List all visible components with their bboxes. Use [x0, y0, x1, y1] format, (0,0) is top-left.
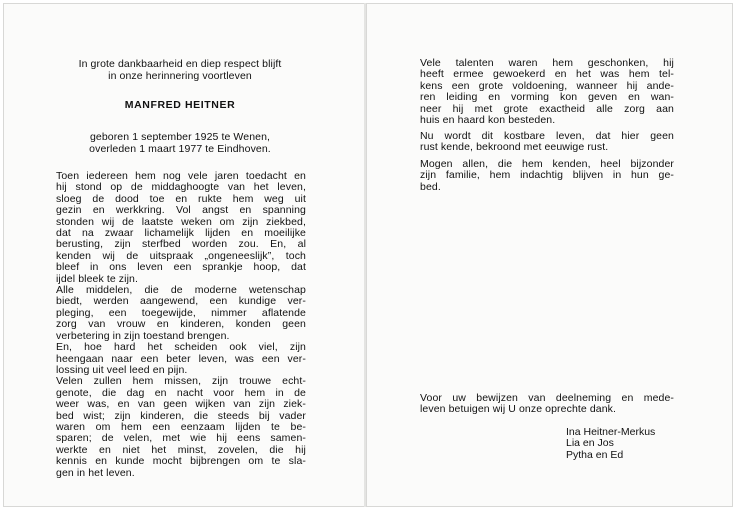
body-line: heengaan naar een beter leven, was een ver- — [56, 352, 306, 365]
body-line: leven betuigen wij U onze oprechte dank. — [420, 403, 617, 416]
body-line: dat na zwaar lichamelijk lijden en moeilijke — [56, 227, 306, 240]
body-line: berusting, zijn sterfbed worden zou. En, al — [56, 238, 306, 251]
body-line: bed. — [420, 180, 441, 193]
body-line: kenden wij de uitspraak „ongeneeslijk”, toch — [56, 249, 306, 262]
body-line: biedt, werden aangewend, een kundige ver- — [56, 295, 306, 308]
body-line: verbetering in zijn toestand brengen. — [56, 329, 230, 342]
body-line: weer was, en van geen wijken van zijn ziek- — [56, 398, 306, 411]
body-line: Voor uw bewijzen van deelneming en mede- — [420, 392, 674, 404]
body-line: zijn familie, hem indachtig blijven in hun ge- — [420, 169, 674, 182]
body-line: kens een grote voldoening, wanneer hij ande- — [420, 79, 674, 92]
thanks-text — [420, 393, 674, 416]
deceased-name: MANFRED HEITNER — [124, 99, 236, 111]
signature-line: Pytha en Ed — [566, 448, 624, 461]
body-line: sparen; de velen, met wie hij eens samen- — [56, 432, 306, 445]
body-line: waren om hem een eenzaam lijden te be- — [56, 420, 306, 433]
signature-line: Lia en Jos — [566, 437, 614, 450]
signature-line: Ina Heitner-Merkus — [566, 426, 656, 438]
body-line: neer hij met grote exactheid alle zorg aan — [420, 102, 674, 115]
intro-dedication — [0, 58, 360, 82]
body-line: stonden wij de laatste weken om zijn ziekbed, — [56, 215, 306, 228]
body-line: genote, die dag en nacht voor hem in de — [56, 386, 306, 399]
center-fold — [364, 3, 366, 507]
body-line: hij stond op de middaghoogte van het leven, — [56, 181, 306, 194]
body-line: huis en haard kon besteden. — [420, 114, 556, 127]
body-line: Toen iedereen hem nog vele jaren toedacht en — [56, 170, 306, 182]
body-line: rust kende, bekroond met eeuwige rust. — [420, 141, 609, 154]
body-line: gezin en werkkring. Vol angst en spanning — [56, 204, 306, 217]
body-line: werkte en niet het minst, zovelen, die hij — [56, 443, 306, 456]
right-paragraph-remember — [420, 159, 674, 193]
body-line: Mogen allen, die hem kenden, heel bijzonder — [420, 158, 674, 170]
right-paragraph-talents — [420, 58, 674, 126]
signatures — [566, 427, 655, 461]
body-line: Alle middelen, die de moderne wetenschap — [56, 284, 306, 297]
body-line: Velen zullen hem missen, zijn trouwe echt- — [56, 375, 306, 388]
intro-line: In grote dankbaarheid en diep respect blijft — [78, 58, 282, 70]
body-line: bleef in ons leven een sprankje hoop, dat — [56, 261, 306, 274]
right-paragraph-rest — [420, 131, 674, 154]
life-dates — [0, 131, 360, 155]
body-line: Vele talenten waren hem geschonken, hij — [420, 57, 674, 69]
body-line: ijdel bleek te zijn. — [56, 272, 138, 285]
body-line: lossing uit veel leed en pijn. — [56, 363, 188, 376]
death-line: overleden 1 maart 1977 te Eindhoven. — [89, 143, 271, 155]
body-line: heeft ermee gewoekerd en het was hem tel- — [420, 68, 674, 81]
intro-line: in onze herinnering voortleven — [108, 70, 252, 82]
body-line: Nu wordt dit kostbare leven, dat hier geen — [420, 130, 674, 142]
left-body-text — [56, 171, 306, 479]
body-line: pleging, een toegewijde, nimmer aflatende — [56, 306, 306, 319]
birth-line: geboren 1 september 1925 te Wenen, — [89, 131, 271, 143]
body-line: En, hoe hard het scheiden ook viel, zijn — [56, 341, 306, 354]
body-line: ren leiding en vorming kon geven en wan- — [420, 91, 674, 104]
body-line: bed wist; zijn kinderen, die steeds bij vader — [56, 409, 306, 422]
body-line: gen in het leven. — [56, 466, 135, 479]
body-line: kennis en kunde mocht bijbrengen om te sla- — [56, 455, 306, 468]
body-line: sloeg de dood toe en rukte hem weg uit — [56, 192, 306, 205]
body-line: zorg van vrouw en kinderen, konden geen — [56, 318, 306, 331]
